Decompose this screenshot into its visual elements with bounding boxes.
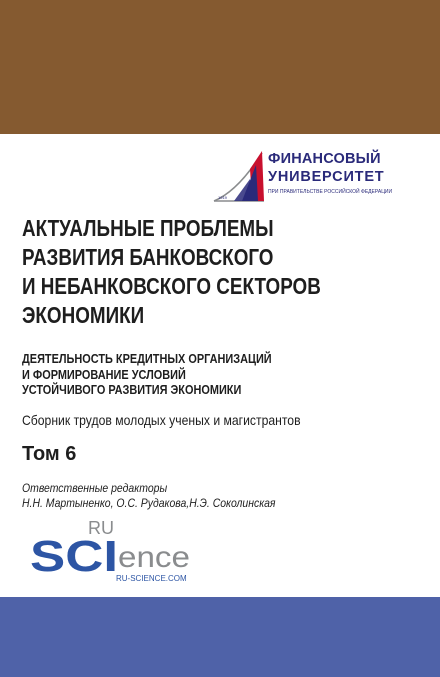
title-line: РАЗВИТИЯ БАНКОВСКОГО bbox=[22, 244, 274, 270]
subtitle-line: ДЕЯТЕЛЬНОСТЬ КРЕДИТНЫХ ОРГАНИЗАЦИЙ bbox=[22, 351, 272, 366]
university-name-line2: УНИВЕРСИТЕТ bbox=[268, 169, 385, 185]
university-emblem-icon bbox=[212, 145, 268, 205]
book-subtitle bbox=[22, 351, 358, 398]
collection-description: Сборник трудов молодых ученых и магистрантов bbox=[22, 412, 301, 428]
subtitle-line: И ФОРМИРОВАНИЕ УСЛОВИЙ bbox=[22, 366, 186, 382]
editors-label: Ответственные редакторы bbox=[22, 481, 168, 495]
ru-science-logo bbox=[30, 514, 220, 584]
university-subline: ПРИ ПРАВИТЕЛЬСТВЕ РОССИЙСКОЙ ФЕДЕРАЦИИ bbox=[268, 189, 393, 195]
title-line: И НЕБАНКОВСКОГО СЕКТОРОВ bbox=[22, 273, 321, 299]
editors-names: Н.Н. Мартыненко, О.С. Рудакова,Н.Э. Соколинская bbox=[22, 496, 276, 510]
publisher-ence: ence bbox=[118, 541, 190, 574]
publisher-sci: SCI bbox=[30, 532, 118, 581]
top-color-band bbox=[0, 0, 440, 134]
subtitle-line: УСТОЙЧИВОГО РАЗВИТИЯ ЭКОНОМИКИ bbox=[22, 382, 242, 397]
volume-number: Том 6 bbox=[22, 443, 77, 465]
university-name-line1: ФИНАНСОВЫЙ bbox=[268, 151, 381, 167]
book-title bbox=[22, 214, 350, 330]
publisher-ru: RU bbox=[88, 518, 114, 538]
bottom-color-band bbox=[0, 597, 440, 677]
title-line: ЭКОНОМИКИ bbox=[22, 302, 145, 328]
publisher-url: RU-SCIENCE.COM bbox=[116, 574, 187, 583]
university-year: 1919 bbox=[218, 195, 227, 200]
title-line: АКТУАЛЬНЫЕ ПРОБЛЕМЫ bbox=[22, 215, 274, 241]
financial-university-logo bbox=[212, 145, 412, 205]
